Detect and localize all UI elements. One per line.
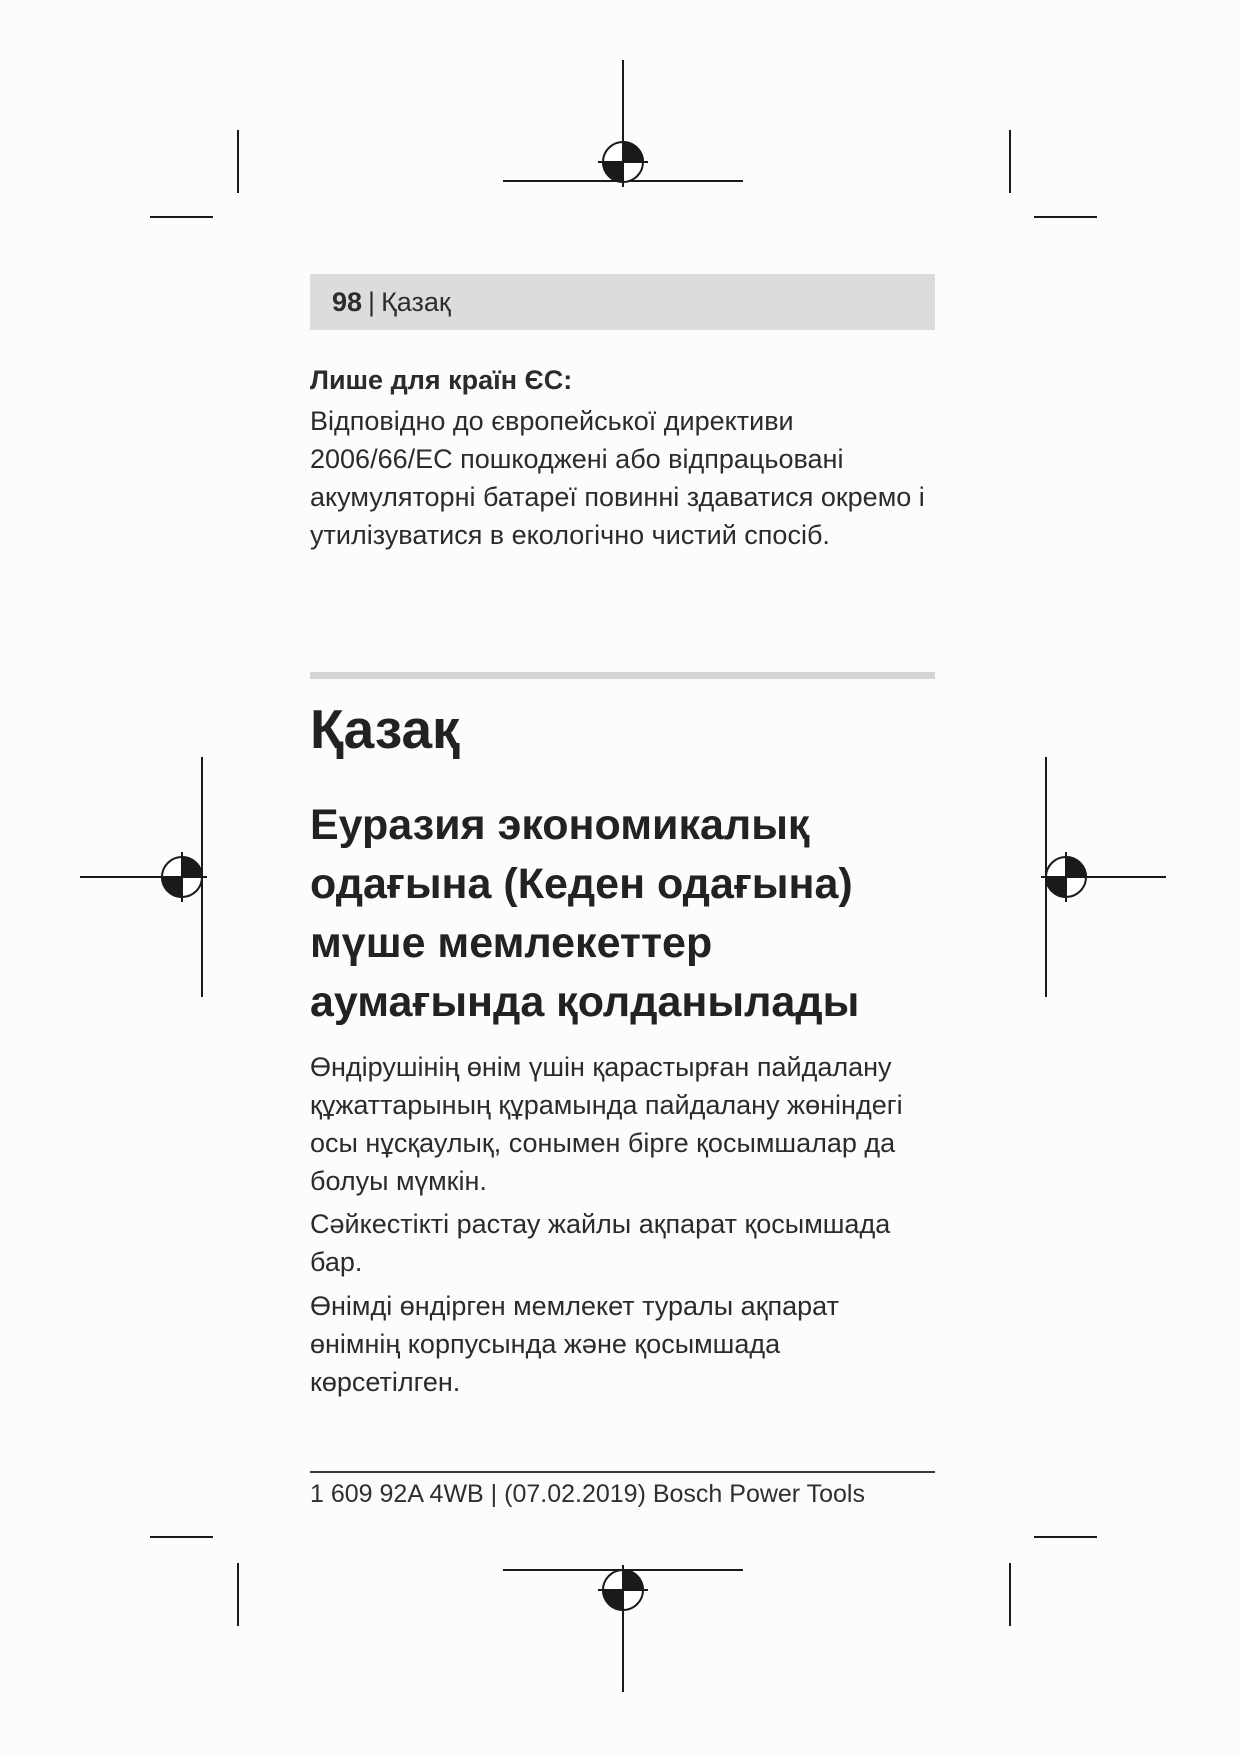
section-subtitle: Еуразия экономикалық одағына (Кеден одағына) мүше мемлекеттер аумағында қолданылады xyxy=(310,801,860,1026)
page-header xyxy=(310,274,935,330)
registration-target-left xyxy=(157,852,207,902)
footer-rule xyxy=(310,1471,935,1473)
section-title: Қазақ xyxy=(310,698,460,760)
paragraph-origin: Өнімді өндірген мемлекет туралы ақпарат өнімнің корпусында және қосымшада көрсетілген. xyxy=(310,1291,839,1397)
page-number: 98 xyxy=(332,286,363,317)
eu-notice-body: Відповідно до європейської директиви 2006/66/EC пошкоджені або відпрацьовані акумуляторні батареї повинні здаватися окремо і утилізуватися в екологічно чистий спосіб. xyxy=(310,406,925,550)
section-divider xyxy=(310,672,935,679)
paragraph-conformity: Сәйкестікті растау жайлы ақпарат қосымшада бар. xyxy=(310,1209,891,1277)
registration-target-top xyxy=(598,137,648,187)
header-separator: | xyxy=(368,286,376,317)
registration-target-right xyxy=(1041,852,1091,902)
registration-target-bottom xyxy=(598,1565,648,1615)
footer-text: 1 609 92A 4WB | (07.02.2019) Bosch Power Tools xyxy=(310,1480,865,1508)
header-section-label: Қазақ xyxy=(381,286,451,317)
paragraph-documentation: Өндірушінің өнім үшін қарастырған пайдалану құжаттарының құрамында пайдалану жөніндегі осы нұсқаулық, сонымен бірге қосымшалар да болуы мүмкін. xyxy=(310,1052,903,1196)
eu-notice-heading: Лише для країн ЄС: xyxy=(310,365,573,395)
